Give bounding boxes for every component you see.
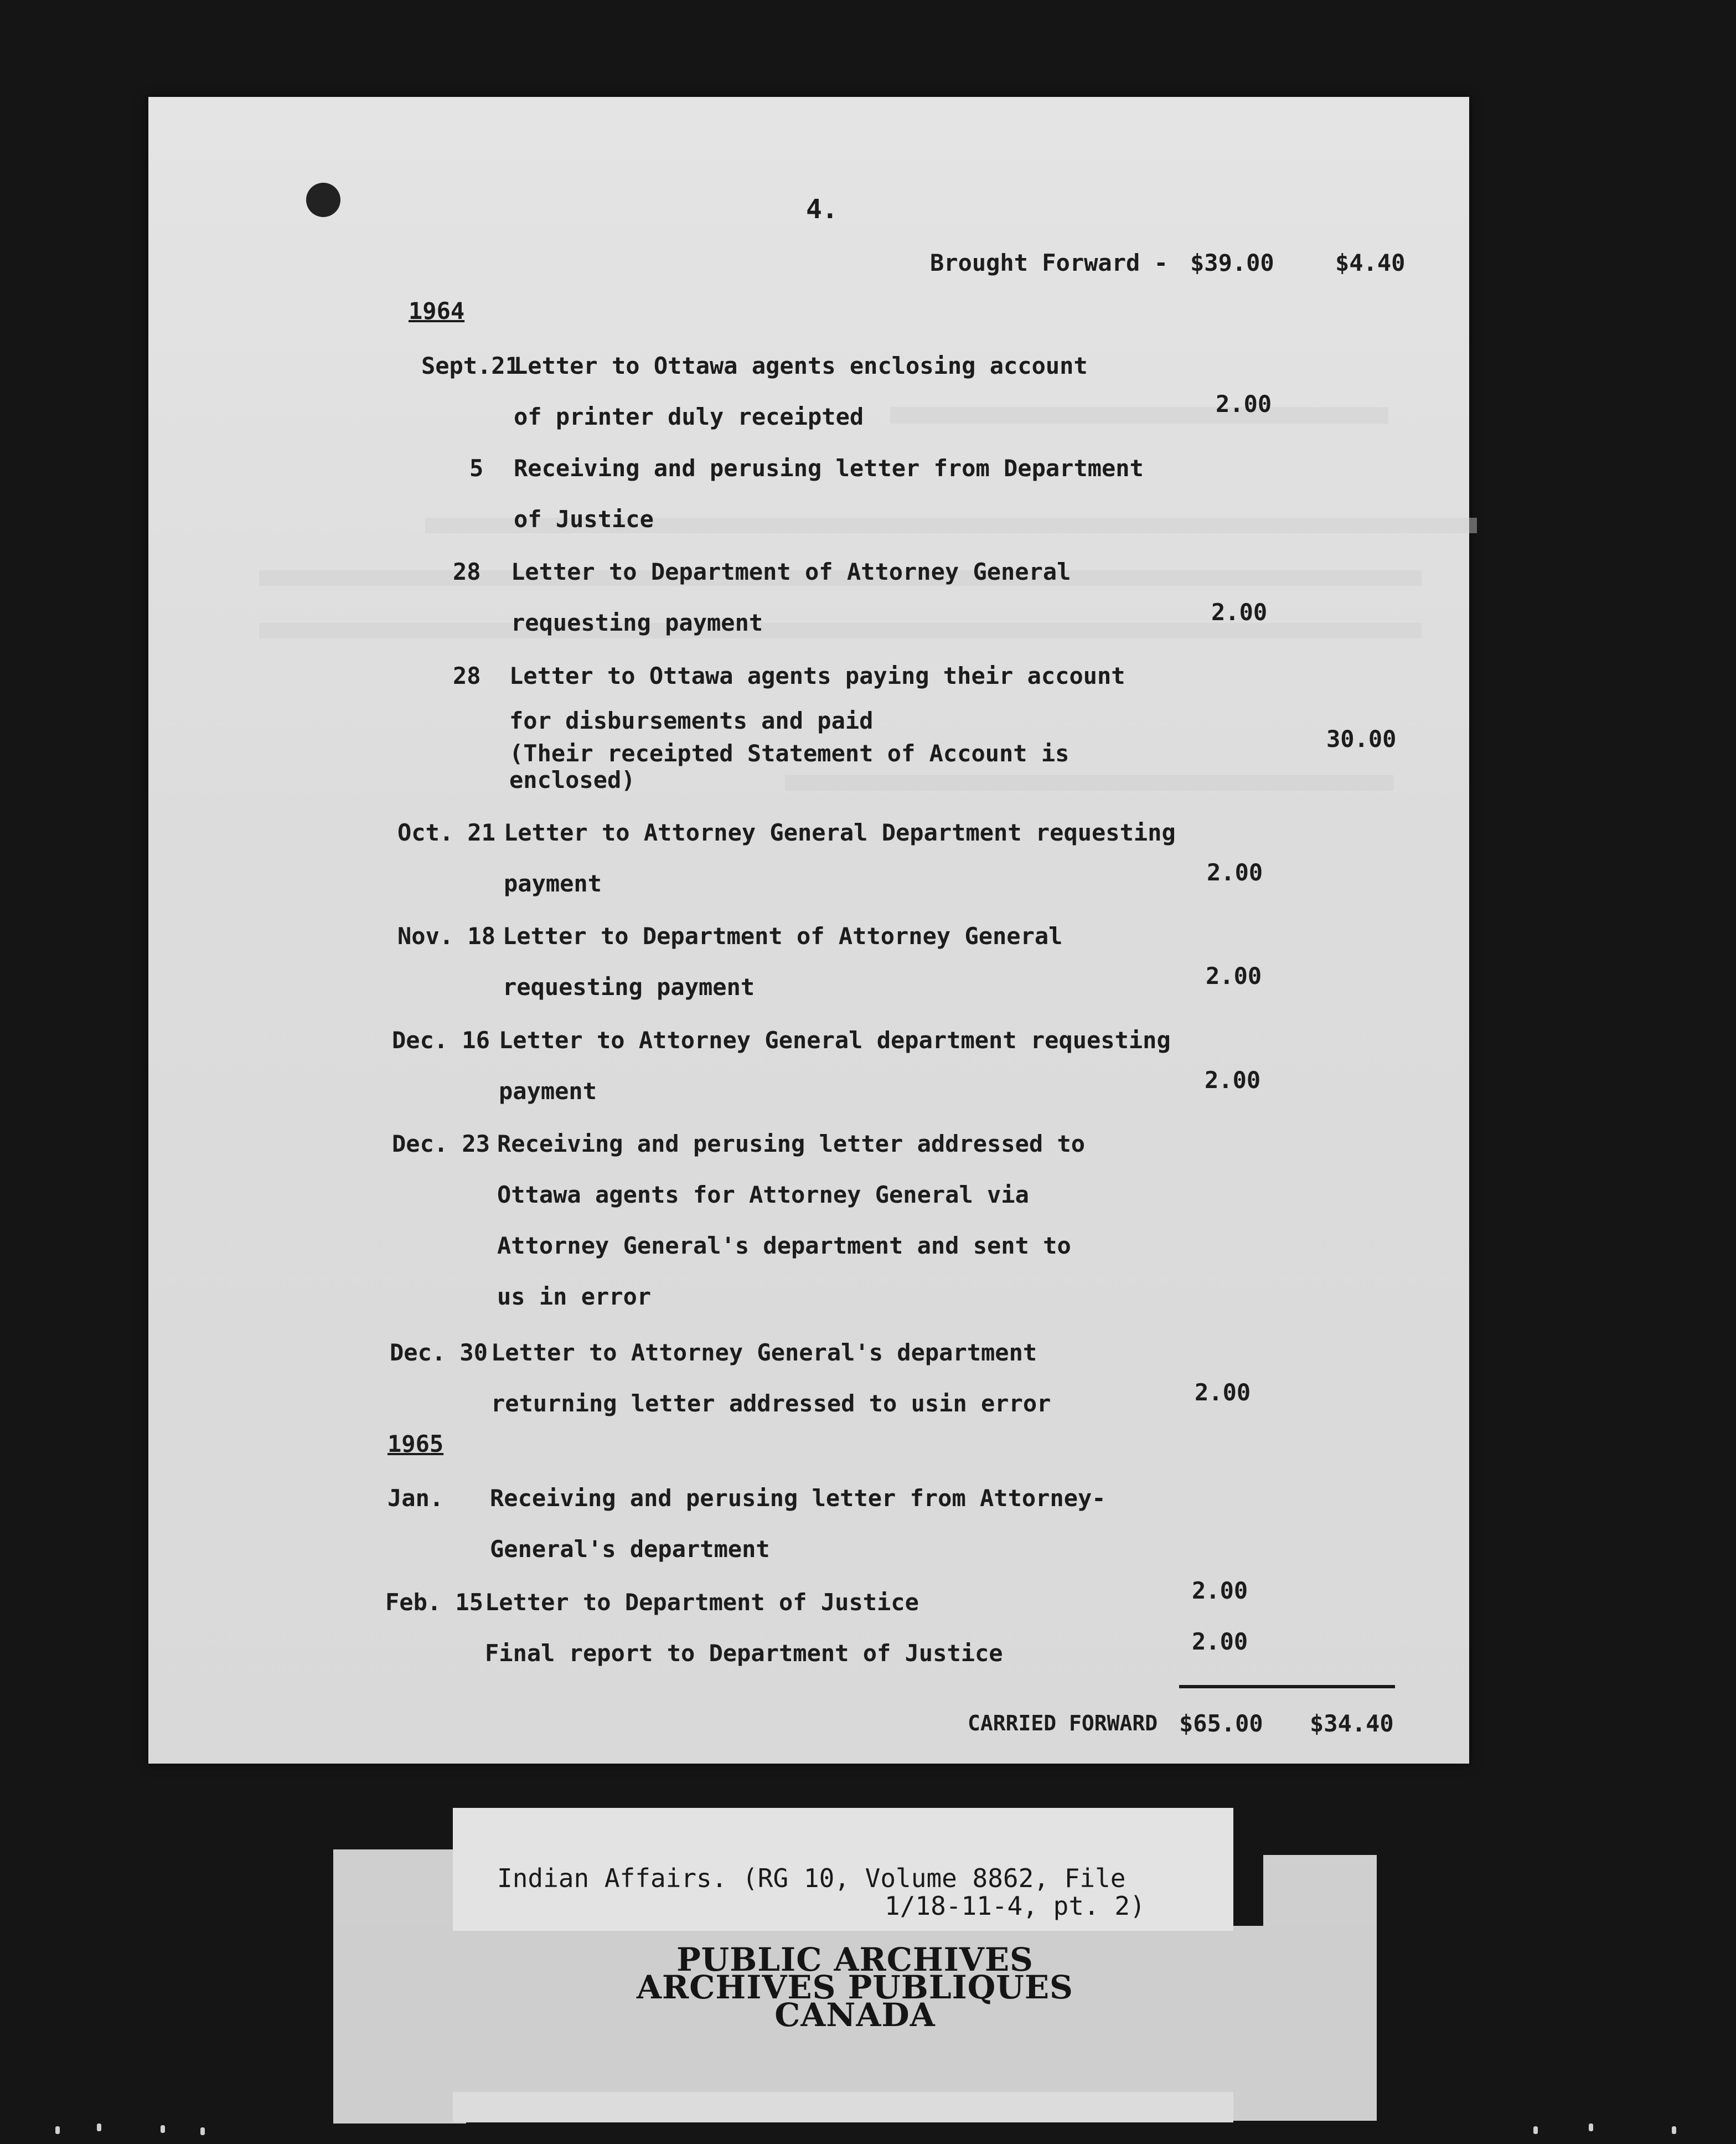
entry-amount: 2.00 — [1206, 962, 1262, 989]
entry-date: Jan. — [388, 1485, 444, 1512]
entry-line: us in error — [497, 1283, 652, 1310]
entry-line: Final report to Department of Justice — [485, 1640, 1003, 1667]
entry-line: for disbursements and paid — [509, 707, 874, 734]
entry-line: Receiving and perusing letter addressed to — [497, 1130, 1086, 1157]
brought-forward-col1: $39.00 — [1190, 249, 1274, 276]
film-speck — [1589, 2124, 1593, 2131]
entry-line: General's department — [490, 1535, 770, 1563]
entry-line: enclosed) — [509, 766, 636, 793]
film-speck — [1533, 2126, 1538, 2134]
reference-line: 1/18-11-4, pt. 2) — [885, 1891, 1145, 1921]
carried-forward-col2: $34.40 — [1310, 1710, 1394, 1737]
entry-line: payment — [499, 1078, 597, 1105]
entry-line: Letter to Attorney General's department — [491, 1339, 1037, 1366]
stamp-line: CANADA — [774, 1996, 936, 2034]
entry-amount-col2: 30.00 — [1326, 725, 1397, 753]
entry-line: (Their receipted Statement of Account is — [509, 740, 1070, 767]
entry-amount: 2.00 — [1205, 1066, 1261, 1094]
entry-line: payment — [504, 870, 602, 897]
film-speck — [200, 2127, 205, 2135]
entry-line: Receiving and perusing letter from Attorney- — [490, 1485, 1106, 1512]
entry-amount: 2.00 — [1192, 1628, 1248, 1655]
entry-line: Letter to Ottawa agents paying their account — [509, 662, 1125, 689]
entry-date: Dec. 16 — [392, 1027, 490, 1054]
brought-forward-label: Brought Forward - — [930, 249, 1168, 276]
entry-date: 5 — [469, 455, 484, 482]
entry-line: Letter to Ottawa agents enclosing account — [514, 352, 1088, 379]
page-number: 4. — [806, 194, 838, 225]
film-speck — [55, 2126, 60, 2134]
ledger-entry — [409, 443, 1144, 545]
film-speck — [161, 2125, 165, 2133]
entry-date: Dec. 23 — [392, 1130, 490, 1157]
card-bottom-strip — [453, 2092, 1233, 2122]
film-speck — [97, 2124, 101, 2131]
entry-line: Letter to Department of Justice — [485, 1589, 919, 1616]
entry-line: returning letter addressed to usin error — [491, 1390, 1051, 1417]
stamp-line: ARCHIVES PUBLIQUES — [637, 1968, 1073, 2006]
entry-amount: 2.00 — [1207, 859, 1263, 886]
entry-amount: 2.00 — [1211, 599, 1268, 626]
reference-line: Indian Affairs. (RG 10, Volume 8862, File — [497, 1863, 1126, 1893]
film-speck — [1672, 2126, 1676, 2134]
ledger-entry — [388, 1473, 1106, 1575]
brought-forward-col2: $4.40 — [1335, 249, 1406, 276]
entry-date: Dec. 30 — [390, 1339, 488, 1366]
entry-line: Letter to Attorney General Department requesting — [504, 819, 1176, 846]
ledger-entry — [385, 1577, 919, 1628]
entry-line: Letter to Department of Attorney General — [503, 922, 1063, 950]
ledger-entry — [409, 651, 1125, 793]
entry-line: Attorney General's department and sent to — [497, 1232, 1071, 1259]
document-page — [148, 97, 1469, 1764]
ledger-entry — [409, 341, 1088, 442]
ledger-entry — [392, 1119, 1085, 1322]
ledger-entry — [397, 807, 1176, 909]
entry-line: requesting payment — [511, 609, 763, 636]
ledger-entry — [392, 1015, 1171, 1117]
year-heading-1964: 1964 — [409, 297, 465, 324]
archive-reference-card — [453, 1808, 1233, 1931]
entry-date: 28 — [453, 662, 481, 689]
entry-amount: 2.00 — [1192, 1577, 1248, 1604]
entry-date: 28 — [453, 558, 481, 585]
punch-hole — [306, 183, 340, 217]
entry-line: requesting payment — [503, 973, 755, 1001]
entry-line: Receiving and perusing letter from Department — [514, 455, 1144, 482]
stamp-line: PUBLIC ARCHIVES — [676, 1941, 1034, 1978]
entry-date: Nov. 18 — [397, 922, 496, 950]
total-rule — [1179, 1685, 1395, 1688]
ledger-entry — [385, 1628, 1003, 1679]
ledger-entry — [390, 1327, 1051, 1429]
carried-forward-label: CARRIED FORWARD — [968, 1711, 1158, 1735]
entry-date: Sept.21 — [421, 352, 519, 379]
entry-line: of printer duly receipted — [514, 403, 864, 430]
ledger-entry — [397, 911, 1062, 1013]
entry-line: of Justice — [514, 506, 654, 533]
ledger-entry — [409, 547, 1071, 648]
entry-line: Letter to Attorney General department requesting — [499, 1027, 1171, 1054]
entry-line: Ottawa agents for Attorney General via — [497, 1181, 1029, 1208]
entry-amount: 2.00 — [1216, 390, 1272, 418]
entry-date: Feb. 15 — [385, 1589, 484, 1616]
year-heading-1965: 1965 — [388, 1430, 444, 1457]
entry-date: Oct. 21 — [397, 819, 496, 846]
carried-forward-col1: $65.00 — [1179, 1710, 1263, 1737]
entry-amount: 2.00 — [1195, 1379, 1251, 1406]
entry-line: Letter to Department of Attorney General — [511, 558, 1071, 585]
